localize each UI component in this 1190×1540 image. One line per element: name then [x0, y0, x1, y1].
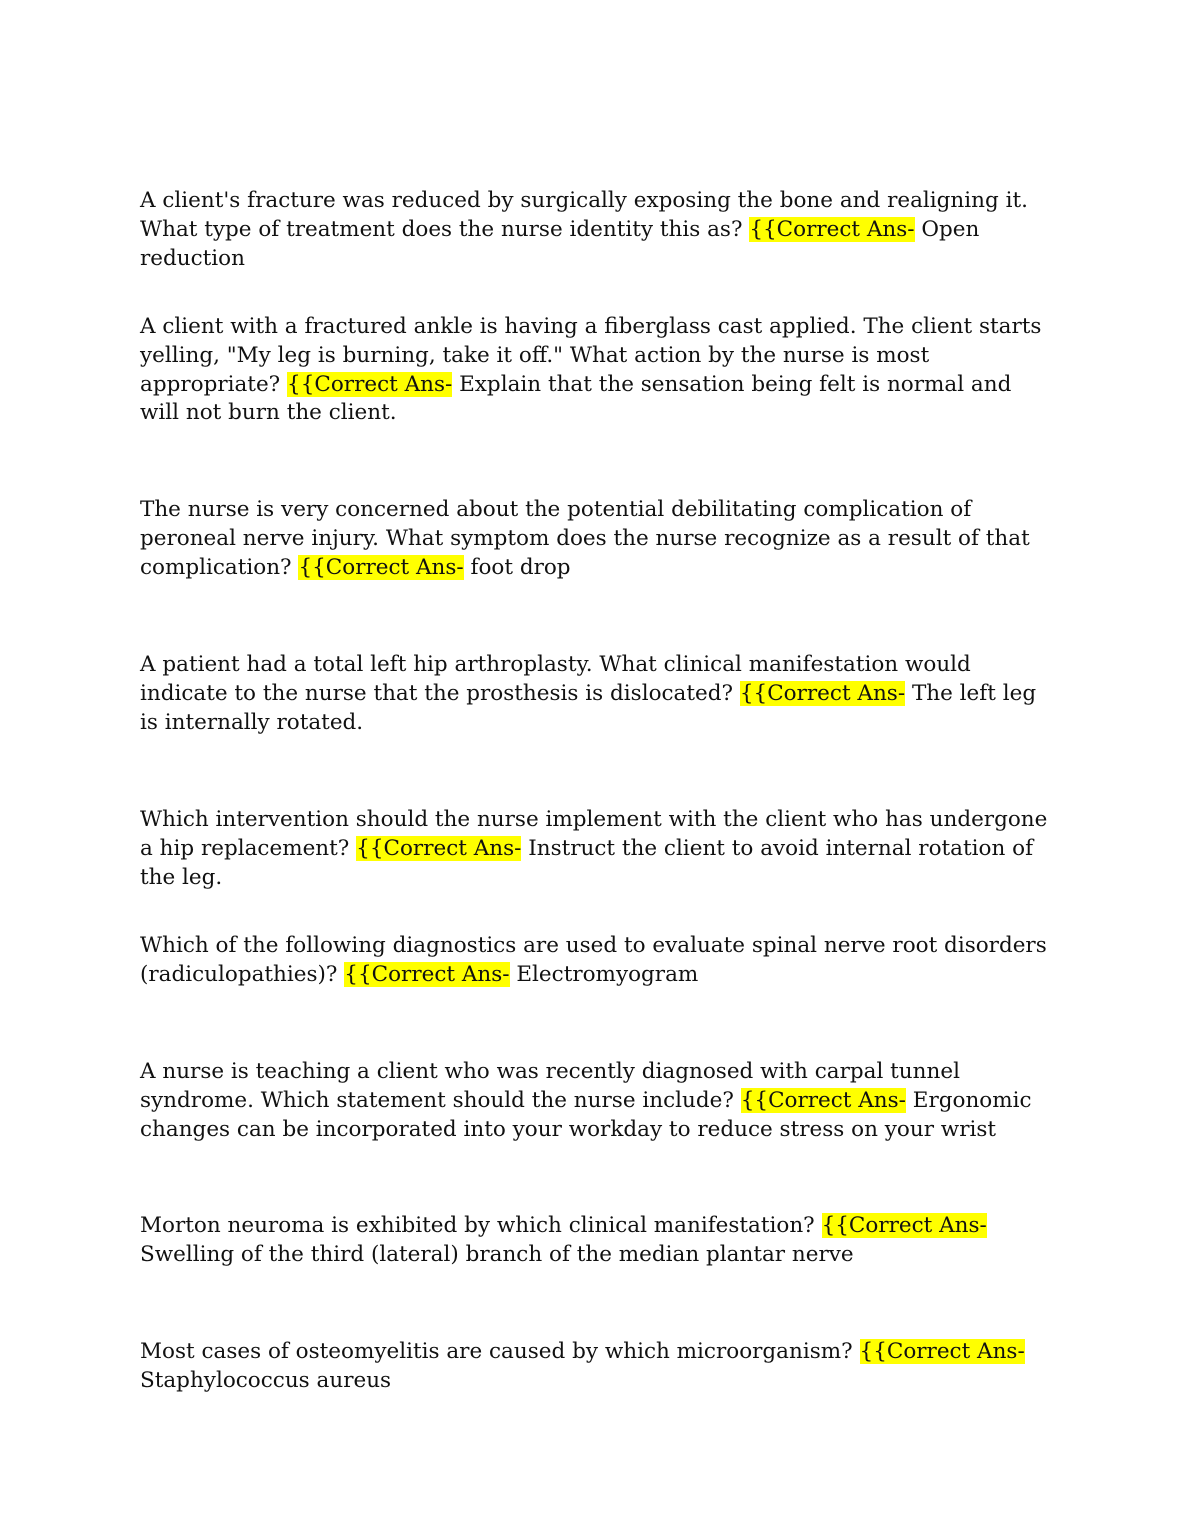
qa-item — [140, 651, 1055, 737]
qa-item — [140, 1212, 1055, 1270]
answer-text: Ergonomic changes can be incorporated into your workday to reduce stress on your wrist — [140, 1087, 1032, 1142]
question-text: A nurse is teaching a client who was recently diagnosed with carpal tunnel syndrome. Which statement should the nurse include? — [140, 1059, 960, 1113]
answer-text: The left leg is internally rotated. — [140, 680, 1037, 735]
answer-text: Explain that the sensation being felt is normal and will not burn the client. — [140, 371, 1012, 426]
correct-answer-marker: {{Correct Ans- — [287, 371, 453, 397]
question-text: Most cases of osteomyelitis are caused by which microorganism? — [140, 1339, 853, 1364]
correct-answer-marker: {{Correct Ans- — [821, 1213, 987, 1238]
answer-text: Electromyogram — [516, 961, 699, 987]
question-text: A client with a fractured ankle is having a fiberglass cast applied. The client starts yelling, "My leg is burning, take it off." What action by the nurse is most appropriate? — [140, 314, 1042, 397]
correct-answer-marker: {{Correct Ans- — [344, 961, 510, 987]
correct-answer-marker: {{Correct Ans- — [356, 835, 522, 861]
correct-answer-marker: {{Correct Ans- — [298, 554, 464, 580]
answer-text: Open reduction — [140, 216, 980, 271]
question-text: The nurse is very concerned about the potential debilitating complication of peroneal nerve injury. What symptom does the nurse recognize as a result of that complication? — [140, 497, 1030, 580]
qa-item — [140, 496, 1055, 582]
qa-item — [140, 1338, 1055, 1396]
correct-answer-marker: {{Correct Ans- — [739, 680, 906, 706]
qa-item — [140, 313, 1055, 428]
correct-answer-marker: {{Correct Ans- — [740, 1087, 906, 1113]
answer-text: Staphylococcus aureus — [140, 1367, 392, 1393]
answer-text: Swelling of the third (lateral) branch of the median plantar nerve — [140, 1241, 854, 1267]
answer-text: foot drop — [470, 554, 571, 580]
qa-item — [140, 1058, 1055, 1144]
question-text: A patient had a total left hip arthroplasty. What clinical manifestation would indicate to the nurse that the prosthesis is dislocated? — [140, 652, 971, 706]
question-text: A client's fracture was reduced by surgically exposing the bone and realigning it. What type of treatment does the nurse identity this as? — [140, 188, 1028, 242]
correct-answer-marker: {{Correct Ans- — [749, 216, 915, 242]
question-text: Which of the following diagnostics are used to evaluate spinal nerve root disorders (radiculopathies)? — [140, 933, 1047, 987]
qa-item — [140, 187, 1055, 273]
answer-text: Instruct the client to avoid internal rotation of the leg. — [140, 835, 1034, 890]
qa-item — [140, 932, 1055, 990]
question-text: Which intervention should the nurse implement with the client who has undergone a hip replacement? — [140, 807, 1048, 861]
correct-answer-marker: {{Correct Ans- — [859, 1339, 1025, 1364]
question-text: Morton neuroma is exhibited by which clinical manifestation? — [140, 1213, 815, 1238]
qa-item — [140, 806, 1055, 892]
